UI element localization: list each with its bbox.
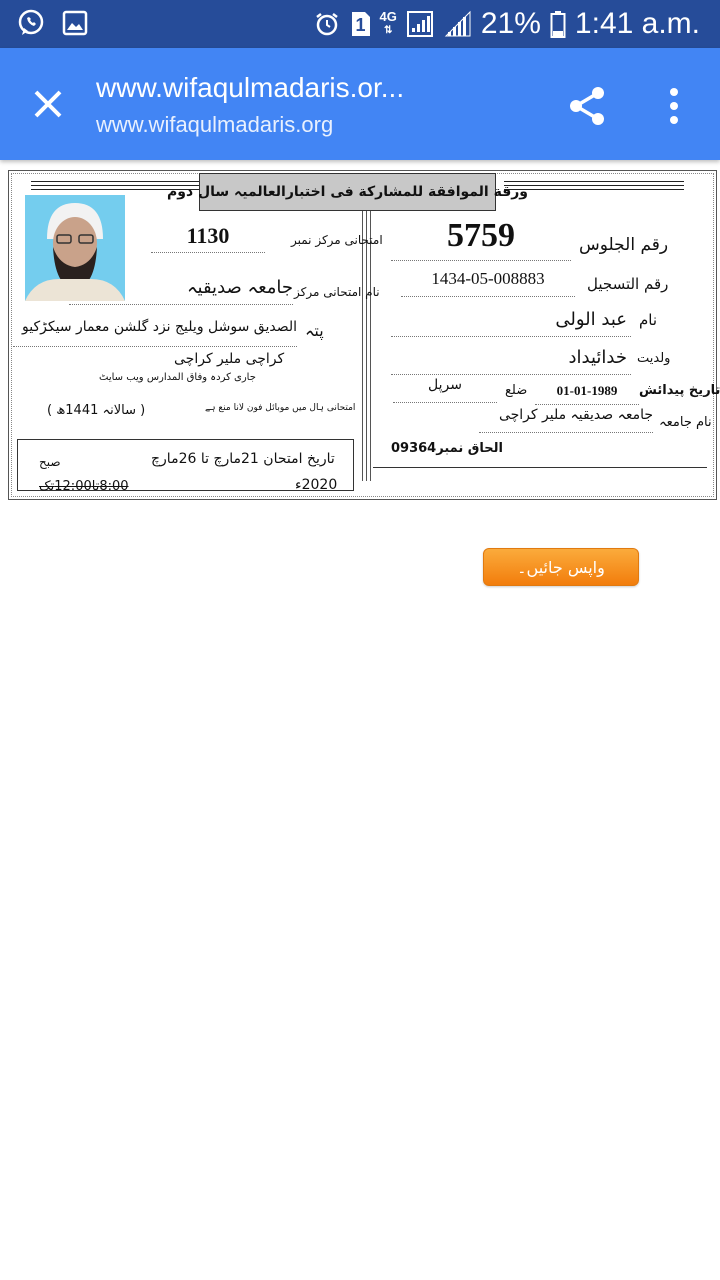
status-bar — [0, 0, 720, 48]
close-icon[interactable] — [28, 84, 68, 124]
card-header-text: ورقة الموافقة للمشاركة فی اختبارالعالمیہ سال دوم — [166, 184, 529, 200]
center-name — [69, 277, 293, 305]
district-value: سرپل — [428, 377, 462, 393]
whatsapp-icon — [16, 8, 46, 38]
district-label: ضلع — [505, 383, 528, 398]
jamia-name-value: جامعہ صدیقیہ ملیر کراچی — [498, 407, 653, 423]
admit-card — [8, 170, 720, 500]
center-name-label: نام امتحانی مرکز — [294, 285, 380, 299]
address-city: کراچی ملیر کراچی — [174, 351, 285, 367]
address-label: پتہ — [305, 321, 324, 340]
registration-label: رقم التسجیل — [587, 275, 669, 293]
mobile-notice: امتحانی ہال میں موبائل فون لانا منع ہے — [205, 403, 356, 413]
registration-number — [401, 269, 575, 297]
roll-number-value: 5759 — [447, 217, 515, 254]
address-value: الصدیق سوشل ویلیج نزد گلشن معمار سیکڑکیو — [22, 319, 297, 335]
gallery-icon — [60, 8, 90, 38]
center-number — [151, 223, 265, 253]
exam-year: 2020ء — [295, 477, 338, 493]
exam-time: 8:00تا12:00تک — [39, 479, 129, 494]
candidate-name — [391, 309, 631, 337]
father-name — [391, 347, 631, 375]
exam-year-session: ( سالانہ 1441ھ ) — [47, 403, 146, 418]
candidate-name-value: عبد الولی — [555, 309, 627, 330]
center-name-value: جامعہ صدیقیہ — [186, 277, 293, 298]
sim-icon — [350, 9, 372, 39]
registration-number-value: 1434-05-008883 — [431, 269, 545, 288]
clock: 1:41 a.m. — [574, 7, 700, 40]
exam-time-label: صبح — [39, 455, 61, 469]
sim-badge: 1 — [355, 14, 366, 35]
father-name-value: خدائیداد — [568, 347, 627, 368]
jamia-label: نام جامعہ — [659, 415, 712, 430]
center-number-label: امتحانی مرکز نمبر — [291, 233, 383, 247]
date-of-birth-value: 01-01-1989 — [556, 383, 618, 398]
district — [393, 377, 497, 403]
name-label: نام — [639, 311, 658, 329]
issued-by: جاری کردہ وفاق المدارس ویب سایٹ — [99, 372, 256, 383]
go-back-button[interactable] — [483, 548, 639, 586]
address — [13, 319, 297, 347]
page-url[interactable]: www.wifaqulmadaris.org — [96, 112, 334, 137]
go-back-button-label: واپس جائیں۔ — [517, 557, 605, 577]
signal-bars-icon — [443, 9, 473, 39]
battery-icon — [549, 9, 567, 39]
dob-label: تاریخ پیدائش — [639, 383, 720, 398]
date-of-birth — [535, 383, 639, 405]
share-icon[interactable] — [566, 84, 610, 128]
network-type: 4G ⇅ — [379, 9, 397, 36]
alarm-icon — [312, 9, 342, 39]
roll-label: رقم الجلوس — [579, 235, 669, 255]
card-header — [166, 173, 529, 211]
battery-percent: 21% — [480, 7, 541, 40]
center-number-value: 1130 — [186, 223, 230, 248]
jamia-name — [479, 407, 653, 433]
more-vert-icon[interactable] — [662, 84, 686, 128]
signal-icon — [405, 9, 435, 39]
exam-date-text: تاریخ امتحان 21مارچ تا 26مارچ — [151, 451, 335, 467]
father-label: ولدیت — [637, 351, 671, 366]
roll-number — [391, 217, 571, 261]
affiliation-number: الحاق نمبر09364 — [391, 441, 503, 456]
page-title: www.wifaqulmadaris.or... — [96, 72, 405, 103]
custom-tab-toolbar — [0, 48, 720, 160]
